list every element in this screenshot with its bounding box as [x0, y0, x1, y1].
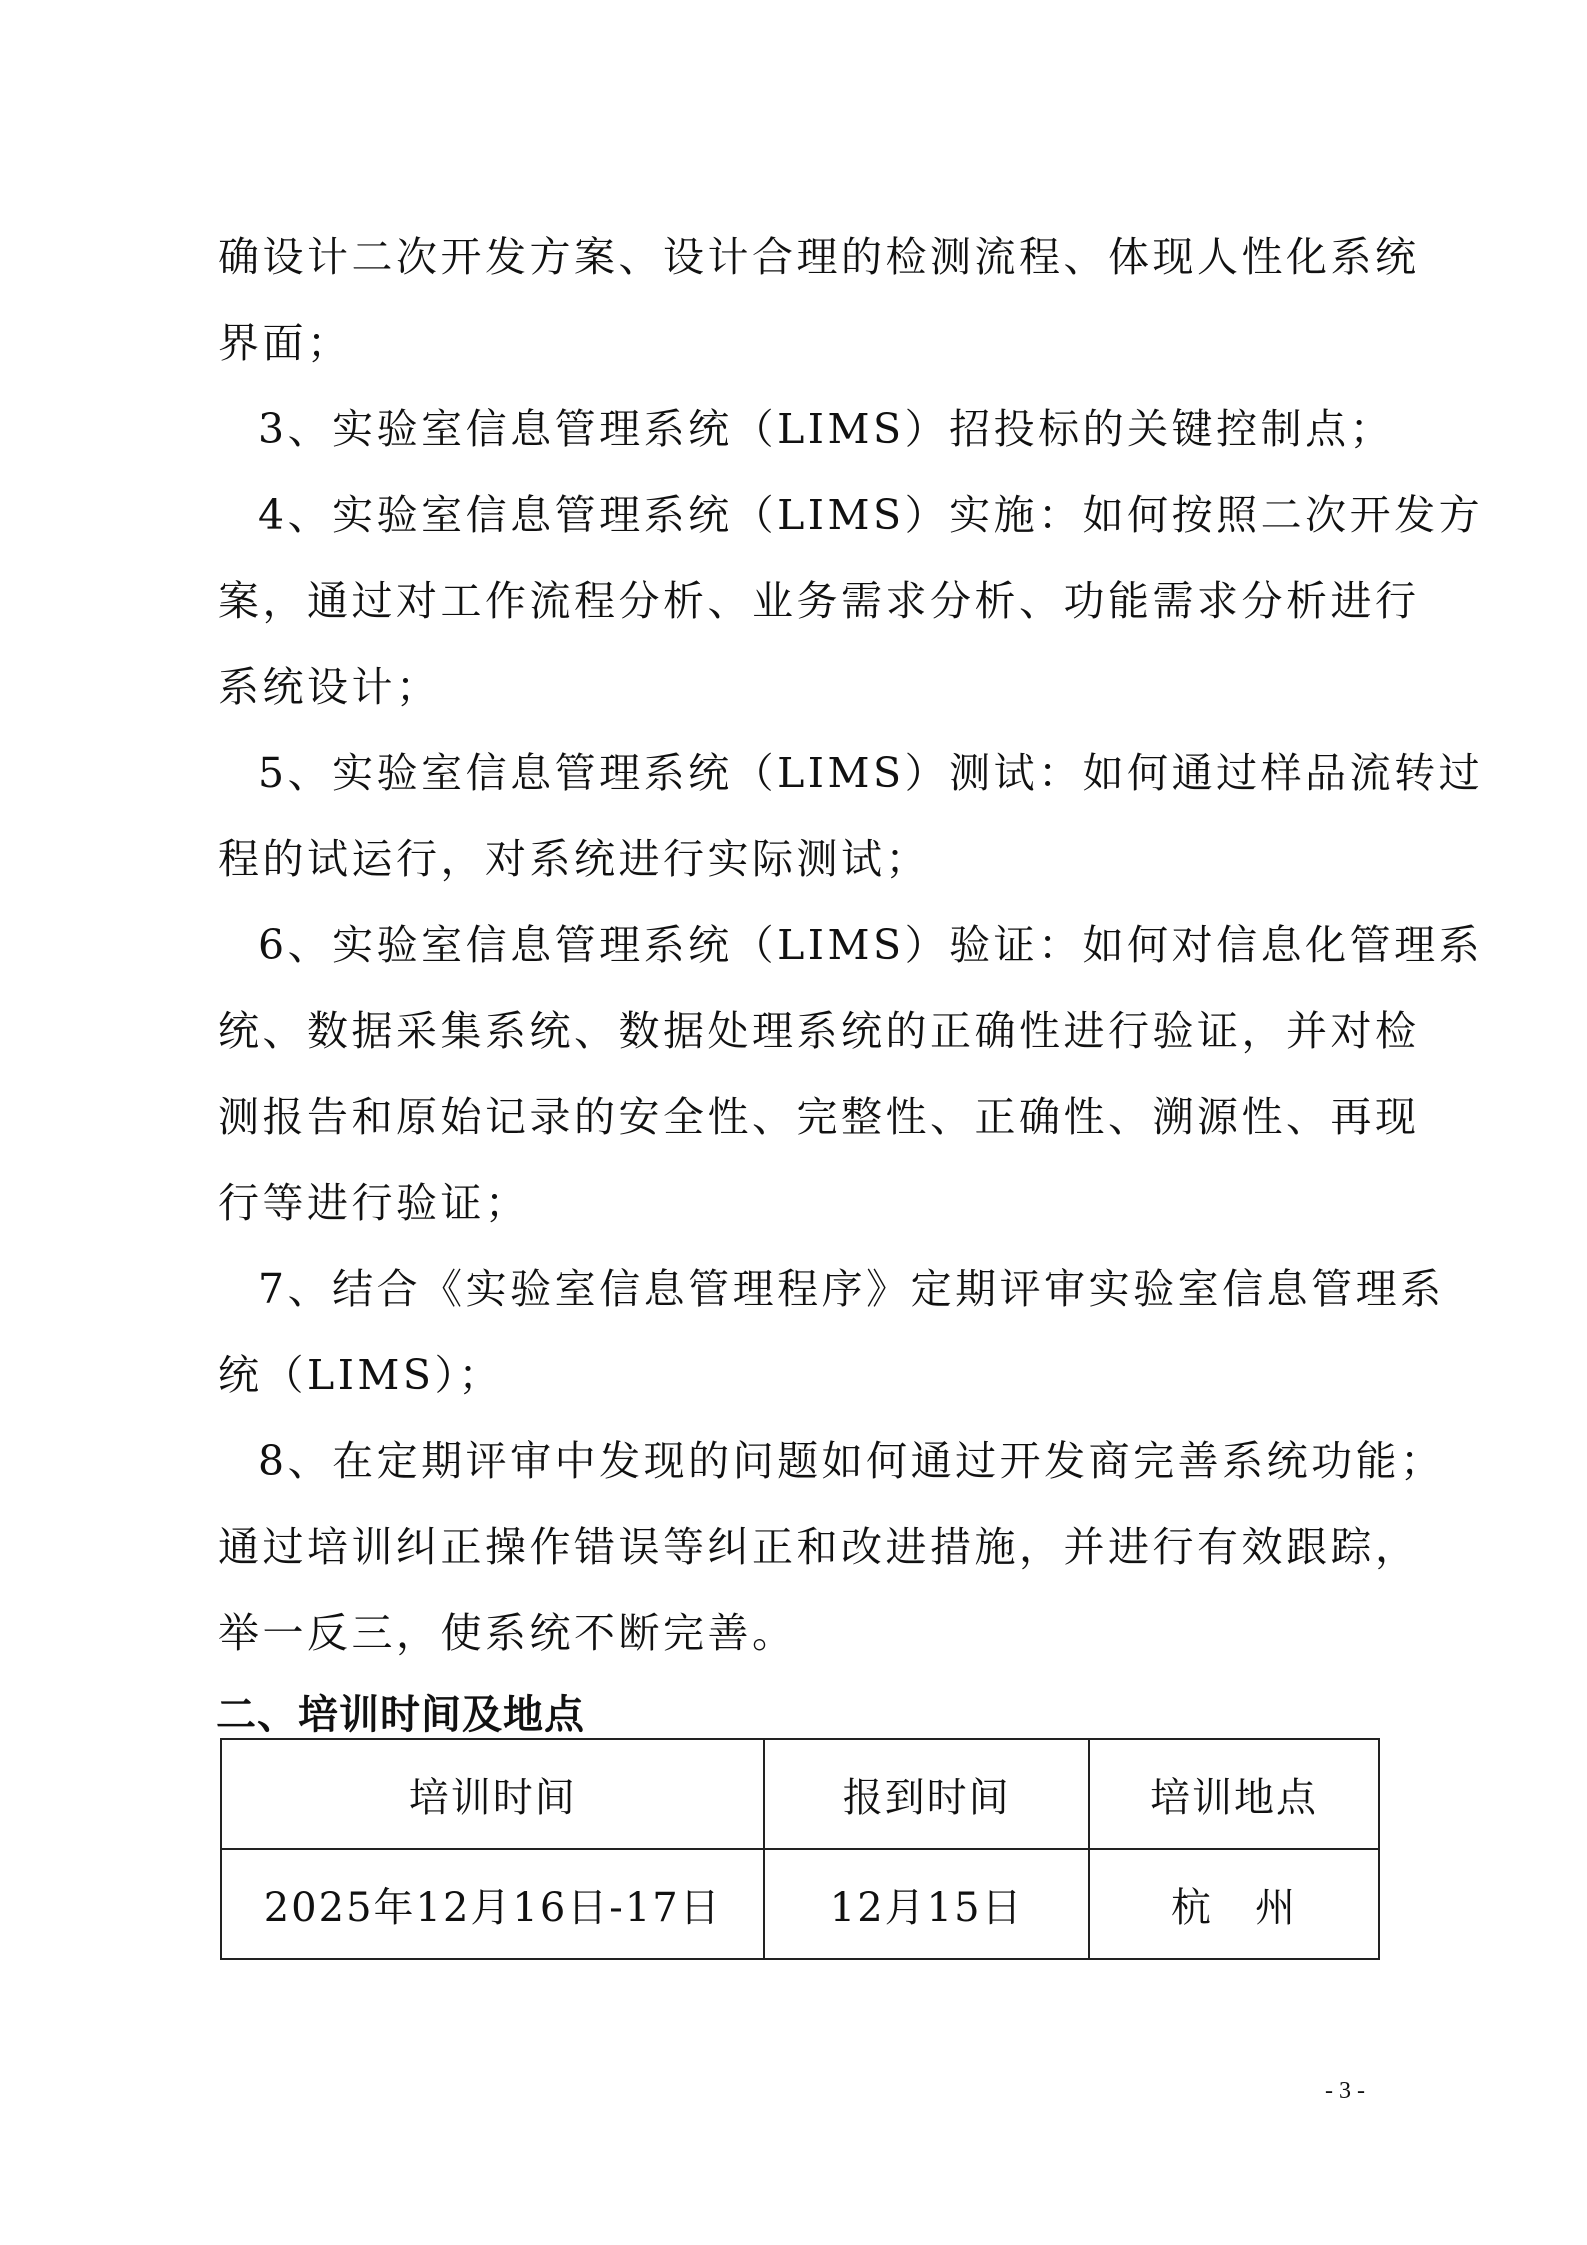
paragraph-line: 案，通过对工作流程分析、业务需求分析、功能需求分析进行 [218, 577, 1420, 625]
list-item-6: 6、实验室信息管理系统（LIMS）验证：如何对信息化管理系 [258, 921, 1484, 969]
table-row [221, 1849, 1379, 1959]
list-item-7: 7、结合《实验室信息管理程序》定期评审实验室信息管理系 [258, 1265, 1445, 1313]
header-training-location: 培训地点 [1089, 1739, 1379, 1849]
list-item-4: 4、实验室信息管理系统（LIMS）实施：如何按照二次开发方 [258, 491, 1484, 539]
paragraph-line: 测报告和原始记录的安全性、完整性、正确性、溯源性、再现 [218, 1093, 1420, 1141]
paragraph-line: 行等进行验证； [218, 1179, 530, 1227]
schedule-table [220, 1738, 1380, 1960]
list-item-3: 3、实验室信息管理系统（LIMS）招投标的关键控制点； [258, 405, 1395, 453]
paragraph-line: 通过培训纠正操作错误等纠正和改进措施，并进行有效跟踪， [218, 1523, 1420, 1571]
paragraph-line: 程的试运行，对系统进行实际测试； [218, 835, 930, 883]
list-item-5: 5、实验室信息管理系统（LIMS）测试：如何通过样品流转过 [258, 749, 1484, 797]
paragraph-line: 系统设计； [218, 663, 441, 711]
paragraph-line: 举一反三，使系统不断完善。 [218, 1609, 797, 1657]
cell-checkin-time: 12月15日 [764, 1849, 1088, 1959]
header-training-time: 培训时间 [221, 1739, 764, 1849]
header-checkin-time: 报到时间 [764, 1739, 1088, 1849]
section-heading: 二、培训时间及地点 [216, 1692, 585, 1738]
paragraph-line: 统（LIMS）； [218, 1351, 503, 1399]
cell-training-location: 杭 州 [1089, 1849, 1379, 1959]
page-number: - 3 - [1325, 2078, 1365, 2104]
paragraph-line: 确设计二次开发方案、设计合理的检测流程、体现人性化系统 [218, 233, 1420, 281]
list-item-8: 8、在定期评审中发现的问题如何通过开发商完善系统功能； [258, 1437, 1445, 1485]
cell-training-time: 2025年12月16日-17日 [221, 1849, 764, 1959]
paragraph-line: 界面； [218, 319, 352, 367]
paragraph-line: 统、数据采集系统、数据处理系统的正确性进行验证，并对检 [218, 1007, 1420, 1055]
table-header-row [221, 1739, 1379, 1849]
